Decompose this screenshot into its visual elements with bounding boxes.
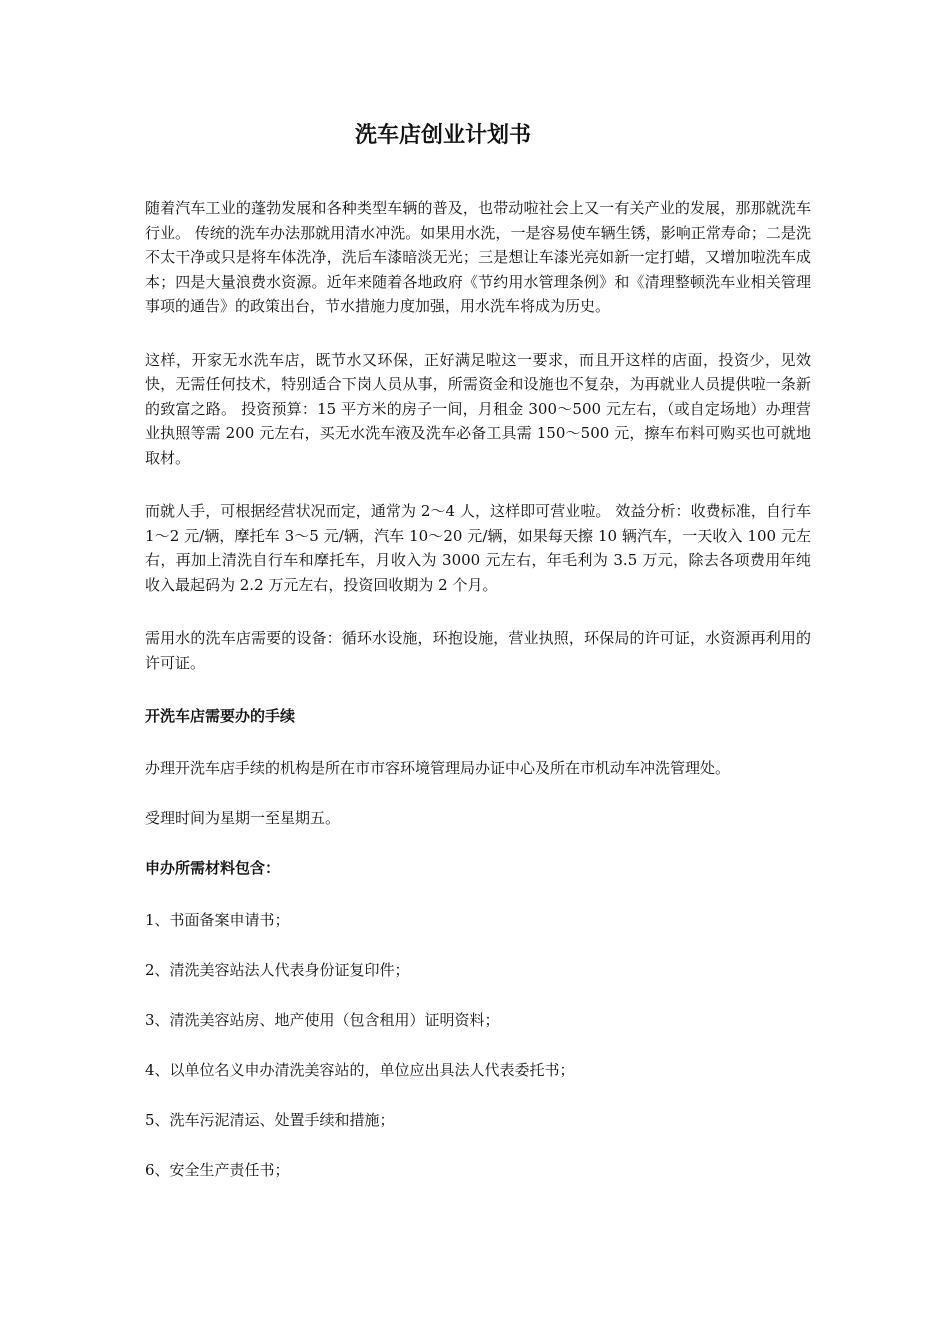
paragraph-agency: 办理开洗车店手续的机构是所在市市容环境管理局办证中心及所在市机动车冲洗管理处。 bbox=[145, 759, 731, 777]
paragraph-benefit: 而就人手，可根据经营状况而定，通常为 2～4 人，这样即可营业啦。 效益分析：收费标准，自行车 1～2 元/辆，摩托车 3～5 元/辆，汽车 10～20 元/辆，如果每天擦 10 辆汽车，一天收入 100 元左右，再加上清洗自行车和摩托车，月收入为 3000 元左右，年毛利为 3.5 万元，除去各项费用年纯收入最起码为 2.2 万元左右，投资回收期为 2 个月。 bbox=[145, 502, 811, 594]
document-body bbox=[145, 196, 811, 1208]
section-heading-materials: 申办所需材料包含： bbox=[145, 859, 281, 877]
paragraph-hours: 受理时间为星期一至星期五。 bbox=[145, 809, 341, 827]
list-item: 2、清洗美容站法人代表身份证复印件； bbox=[145, 961, 410, 979]
list-item: 4、以单位名义申办清洗美容站的，单位应出具法人代表委托书； bbox=[145, 1061, 575, 1079]
list-item: 5、洗车污泥清运、处置手续和措施； bbox=[145, 1111, 395, 1129]
document-title: 洗车店创业计划书 bbox=[354, 123, 531, 148]
list-item: 3、清洗美容站房、地产使用（包含租用）证明资料； bbox=[145, 1011, 500, 1029]
paragraph-equipment: 需用水的洗车店需要的设备：循环水设施，环抱设施，营业执照，环保局的许可证，水资源再利用的许可证。 bbox=[145, 629, 811, 672]
section-heading-procedures: 开洗车店需要办的手续 bbox=[145, 707, 296, 725]
paragraph-intro: 随着汽车工业的蓬勃发展和各种类型车辆的普及，也带动啦社会上又一有关产业的发展，那那就洗车行业。 传统的洗车办法那就用清水冲洗。如果用水洗，一是容易使车辆生锈，影响正常寿命；二是洗不太干净或只是将车体洗净，洗后车漆暗淡无光；三是想让车漆光亮如新一定打蜡，又增加啦洗车成本；四是大量浪费水资源。近年来随着各地政府《节约用水管理条例》和《清理整顿洗车业相关管理事项的通告》的政策出台，节水措施力度加强，用水洗车将成为历史。 bbox=[145, 199, 811, 315]
list-item: 6、安全生产责任书； bbox=[145, 1161, 290, 1179]
list-item: 1、书面备案申请书； bbox=[145, 911, 290, 929]
paragraph-investment: 这样，开家无水洗车店，既节水又环保，正好满足啦这一要求，而且开这样的店面，投资少，见效快，无需任何技术，特别适合下岗人员从事，所需资金和设施也不复杂，为再就业人员提供啦一条新的致富之路。 投资预算：15 平方米的房子一间，月租金 300～500 元左右，（或自定场地）办理营业执照等需 200 元左右，买无水洗车液及洗车必备工具需 150～500 元，擦车布料可购买也可就地取材。 bbox=[145, 350, 811, 467]
